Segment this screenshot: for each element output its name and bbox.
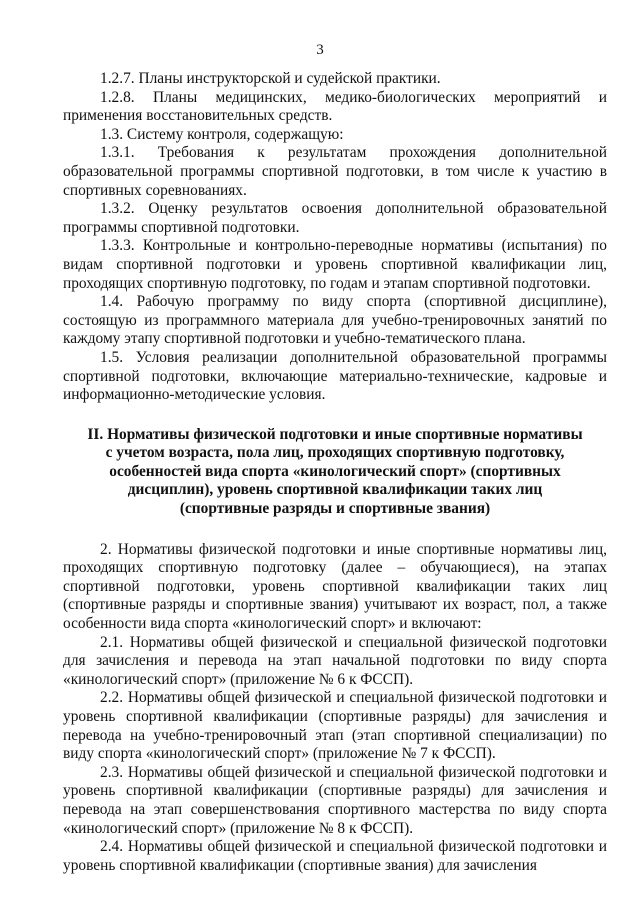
paragraph-1-3-1: 1.3.1. Требования к результатам прохождения дополнительной образовательной программы спортивной подготовки, в том числе к участию в спортивных соревнованиях.	[63, 144, 607, 199]
paragraph-2: 2. Нормативы физической подготовки и иные спортивные нормативы лиц, проходящих спортивную подготовку (далее – обучающиеся), на этапах спортивной подготовки, уровень спортивной квалификации таких лиц (спортивные разряды и спортивные звания) учитывают их возраст, пол, а также особенности вида спорта «кинологический спорт» и включают:	[63, 540, 607, 633]
paragraph-1-4: 1.4. Рабочую программу по виду спорта (спортивной дисциплине), состоящую из программного материала для учебно-тренировочных занятий по каждому этапу спортивной подготовки и учебно-тематического плана.	[63, 293, 607, 348]
paragraph-2-4: 2.4. Нормативы общей физической и специальной физической подготовки и уровень спортивной квалификации (спортивные звания) для зачисления	[63, 838, 607, 874]
paragraph-1-2-7: 1.2.7. Планы инструкторской и судейской практики.	[100, 70, 441, 87]
paragraph-1-3: 1.3. Систему контроля, содержащую:	[100, 125, 344, 143]
paragraph-1-3-3: 1.3.3. Контрольные и контрольно-переводные нормативы (испытания) по видам спортивной подготовки и уровень спортивной квалификации лиц, проходящих спортивную подготовку, по годам и этапам спортивной подготовки.	[63, 237, 607, 292]
paragraph-2-1: 2.1. Нормативы общей физической и специальной физической подготовки для зачисления и перевода на этап начальной подготовки по виду спорта «кинологический спорт» (приложение № 6 к ФССП).	[63, 633, 607, 688]
paragraph-2-2: 2.2. Нормативы общей физической и специальной физической подготовки и уровень спортивной квалификации (спортивные разряды) для зачисления и перевода на учебно-тренировочный этап (этап спортивной специализации) по виду спорта «кинологический спорт» (приложение № 7 к ФССП).	[63, 689, 607, 763]
paragraph-1-2-8: 1.2.8. Планы медицинских, медико-биологических мероприятий и применения восстановительных средств.	[63, 88, 607, 125]
section-heading: II. Нормативы физической подготовки и иные спортивные нормативы с учетом возраста, пола лиц, проходящих спортивную подготовку, особенностей вида спорта «кинологический спорт» (спортивных дисциплин), уровень спортивной квалификации таких лиц (спортивные разряды и спортивные звания)	[87, 425, 583, 518]
paragraph-2-3: 2.3. Нормативы общей физической и специальной физической подготовки и уровень спортивной квалификации (спортивные разряды) для зачисления и перевода на этап совершенствования спортивного мастерства по виду спорта «кинологический спорт» (приложение № 8 к ФССП).	[63, 763, 607, 837]
paragraph-1-3-2: 1.3.2. Оценку результатов освоения дополнительной образовательной программы спортивной подготовки.	[63, 200, 607, 236]
paragraph-1-5: 1.5. Условия реализации дополнительной образовательной программы спортивной подготовки, включающие материально-технические, кадровые и информационно-методические условия.	[63, 348, 607, 404]
document-body	[63, 70, 607, 875]
page-number: 3	[316, 42, 324, 58]
